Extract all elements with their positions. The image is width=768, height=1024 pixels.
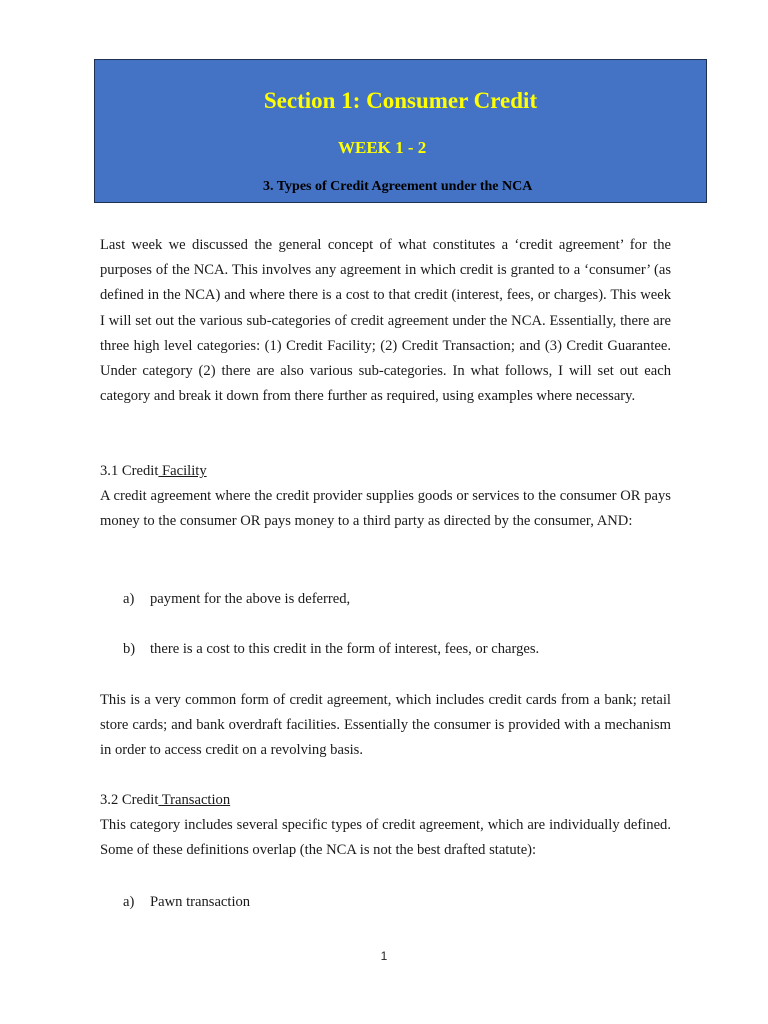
banner-title: Section 1: Consumer Credit: [263, 88, 538, 113]
banner-week: WEEK 1 - 2: [338, 138, 427, 157]
banner-subtitle: 3. Types of Credit Agreement under the NCA: [263, 179, 533, 194]
list-item-label: a): [123, 591, 135, 607]
section-3-1-closing-block: [100, 688, 671, 764]
section-3-2-number: 3.2 Credit: [100, 792, 159, 808]
section-3-1-number: 3.1 Credit: [100, 463, 159, 479]
section-3-2-title: Transaction: [158, 792, 231, 808]
page-number: 1: [380, 949, 388, 963]
section-3-1-closing: This is a very common form of credit agreement, which includes credit cards from a bank; retail store cards; and bank overdraft facilities. Essentially the consumer is provided with a mechanism in order to access credit on a revolving basis.: [100, 692, 671, 759]
list-item-label: b): [123, 641, 136, 657]
section-3-2-heading: [100, 788, 671, 813]
section-3-2-definition: This category includes several specific types of credit agreement, which are individually defined. Some of these definitions overlap (the NCA is not the best drafted statute):: [100, 817, 671, 859]
section-3-1-heading: [100, 459, 671, 484]
section-3-1-title: Facility: [158, 463, 207, 479]
list-item-label: a): [123, 894, 135, 910]
section-3-1: [100, 459, 671, 535]
list-item-text: there is a cost to this credit in the form of interest, fees, or charges.: [150, 641, 540, 657]
list-item: [123, 890, 250, 915]
section-banner: [94, 59, 707, 203]
intro-block: [100, 233, 671, 409]
list-item: [123, 587, 350, 612]
list-item: [123, 637, 539, 662]
list-item-text: Pawn transaction: [150, 894, 251, 910]
intro-paragraph: Last week we discussed the general concept of what constitutes a ‘credit agreement’ for the purposes of the NCA. This involves any agreement in which credit is granted to a ‘consumer’ (as defined in the NCA) and where there is a cost to that credit (interest, fees, or charges). This week I will set out the various sub-categories of credit agreement under the NCA. Essentially, there are three high level categories: (1) Credit Facility; (2) Credit Transaction; and (3) Credit Guarantee. Under category (2) there are also various sub-categories. In what follows, I will set out each category and break it down from there further as required, using examples where necessary.: [100, 237, 671, 405]
section-3-1-definition: A credit agreement where the credit provider supplies goods or services to the consumer OR pays money to the consumer OR pays money to a third party as directed by the consumer, AND:: [100, 488, 671, 530]
list-item-text: payment for the above is deferred,: [150, 591, 351, 607]
section-3-2: [100, 788, 671, 864]
